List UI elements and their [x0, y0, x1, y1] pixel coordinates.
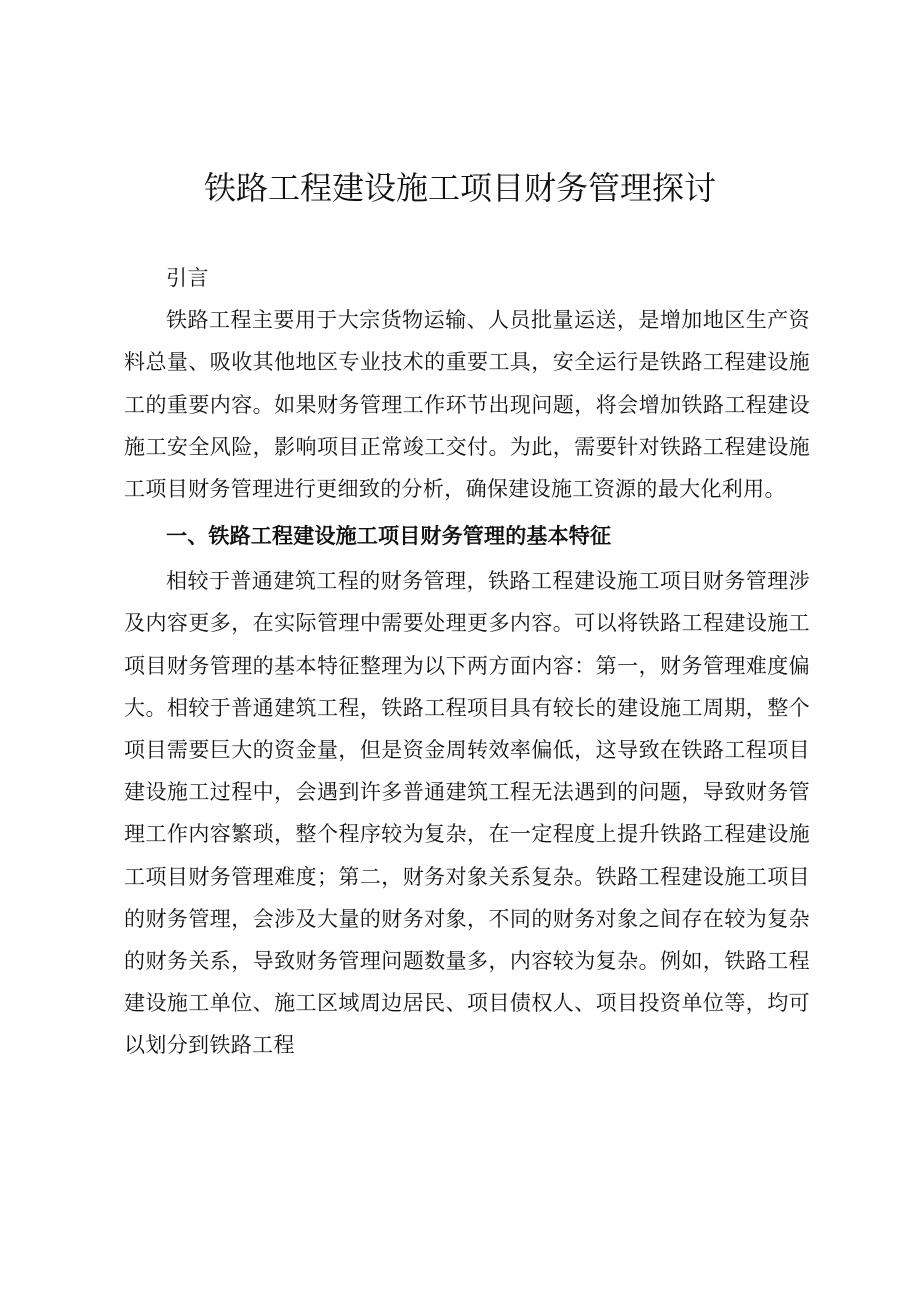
document-body [124, 257, 810, 1067]
intro-label: 引言 [166, 266, 209, 290]
section-1-paragraph: 相较于普通建筑工程的财务管理，铁路工程建设施工项目财务管理涉及内容更多，在实际管理中需要处理更多内容。可以将铁路工程建设施工项目财务管理的基本特征整理为以下两方面内容：第一，财务管理难度偏大。相较于普通建筑工程，铁路工程项目具有较长的建设施工周期，整个项目需要巨大的资金量，但是资金周转效率偏低，这导致在铁路工程项目建设施工过程中，会遇到许多普通建筑工程无法遇到的问题，导致财务管理工作内容繁琐，整个程序较为复杂，在一定程度上提升铁路工程建设施工项目财务管理难度；第二，财务对象关系复杂。铁路工程建设施工项目的财务管理，会涉及大量的财务对象，不同的财务对象之间存在较为复杂的财务关系，导致财务管理问题数量多，内容较为复杂。例如，铁路工程建设施工单位、施工区域周边居民、项目债权人、项目投资单位等，均可以划分到铁路工程 [124, 569, 810, 1058]
intro-paragraph: 铁路工程主要用于大宗货物运输、人员批量运送，是增加地区生产资料总量、吸收其他地区专业技术的重要工具，安全运行是铁路工程建设施工的重要内容。如果财务管理工作环节出现问题，将会增加铁路工程建设施工安全风险，影响项目正常竣工交付。为此，需要针对铁路工程建设施工项目财务管理进行更细致的分析，确保建设施工资源的最大化利用。 [124, 308, 810, 502]
section-heading-1: 一、铁路工程建设施工项目财务管理的基本特征 [166, 524, 612, 549]
document-title: 铁路工程建设施工项目财务管理探讨 [203, 169, 716, 207]
